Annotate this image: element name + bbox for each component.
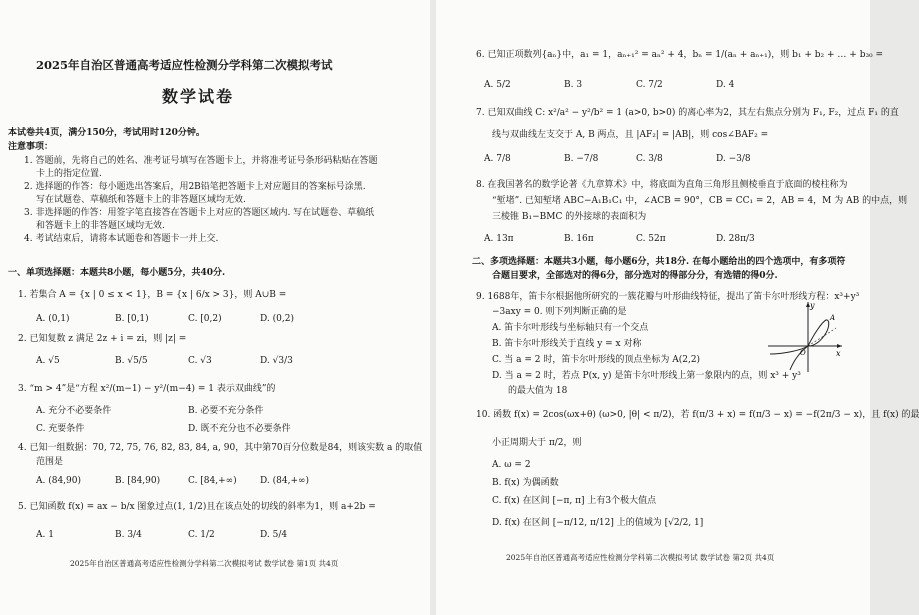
option: D. 4 xyxy=(716,80,735,90)
option: B. f(x) 为偶函数 xyxy=(492,478,559,488)
note-line: 2. 选择题的作答：每小题选出答案后，用2B铅笔把答题卡上对应题目的答案标号涂黑. xyxy=(24,182,366,192)
option: A. √5 xyxy=(36,356,60,366)
option: D. 当 a = 2 时，若点 P(x, y) 是笛卡尔叶形线上第一象限内的点，则 x³ + y³ xyxy=(492,371,801,381)
note-line: 4. 考试结束后，请将本试题卷和答题卡一并上交. xyxy=(24,234,219,244)
x-axis-arrow xyxy=(837,344,842,348)
exam-title: 2025年自治区普通高考适应性检测分学科第二次模拟考试 xyxy=(36,58,333,72)
question-stem: 9. 1688年，笛卡尔根据他所研究的一簇花瓣与叶形曲线特征，提出了笛卡尔叶形线方程：x³+y³ xyxy=(476,292,860,302)
option: D. −3/8 xyxy=(716,154,751,164)
question-stem-cont: 小正周期大于 π/2，则 xyxy=(492,438,582,448)
question-stem: 1. 若集合 A = {x | 0 ≤ x < 1}，B = {x | 6/x > 3}，则 A∪B = xyxy=(18,290,287,300)
folium-asymptote xyxy=(808,328,836,346)
option: D. (0,2) xyxy=(260,314,294,324)
question-stem-cont: 线与双曲线左支交于 A, B 两点，且 |AF₂| = |AB|，则 cos∠BAF₂ = xyxy=(492,130,769,140)
option: D. √3/3 xyxy=(260,356,293,366)
question-stem-cont: 三棱锥 B₁−BMC 的外接球的表面积为 xyxy=(492,212,647,222)
question-stem: 2. 已知复数 z 满足 2z + i = zi，则 |z| = xyxy=(18,334,187,344)
option: B. 笛卡尔叶形线关于直线 y = x 对称 xyxy=(492,339,642,349)
option: A. 5/2 xyxy=(484,80,511,90)
notes-title: 注意事项： xyxy=(8,142,54,152)
option: C. 7/2 xyxy=(636,80,663,90)
section-heading: 一、单项选择题：本题共8小题，每小题5分，共40分. xyxy=(8,268,226,278)
option: A. (0,1) xyxy=(36,314,70,324)
question-stem: 7. 已知双曲线 C: x²/a² − y²/b² = 1 (a>0, b>0) 的离心率为2，其左右焦点分别为 F₁, F₂，过点 F₁ 的直 xyxy=(476,108,899,118)
option: B. 16π xyxy=(564,234,594,244)
option: A. 笛卡尔叶形线与坐标轴只有一个交点 xyxy=(492,323,649,333)
page-footer: 2025年自治区普通高考适应性检测分学科第二次模拟考试 数学试卷 第2页 共4页 xyxy=(506,553,775,562)
option: B. [84,90) xyxy=(115,476,161,486)
option: D. 既不充分也不必要条件 xyxy=(188,424,291,434)
option: C. 3/8 xyxy=(636,154,663,164)
option: C. [0,2) xyxy=(188,314,222,324)
option: D. f(x) 在区间 [−π/12, π/12] 上的值域为 [√2/2, 1] xyxy=(492,518,704,528)
question-stem-cont: 范围是 xyxy=(36,457,64,467)
x-axis-label: x xyxy=(836,349,841,358)
point-a-label: A xyxy=(830,314,836,322)
question-stem: 10. 函数 f(x) = 2cos(ωx+θ) (ω>0, |θ| < π/2)，若 f(π/3 + x) = f(π/3 − x) = −f(2π/3 − x)，且 f(x) 的最 xyxy=(476,410,919,420)
question-stem: 3. “m > 4”是“方程 x²/(m−1) − y²/(m−4) = 1 表示双曲线”的 xyxy=(18,384,276,394)
note-line: 卡上的指定位置. xyxy=(36,169,102,179)
note-line: 写在试题卷、草稿纸和答题卡上的非答题区域均无效. xyxy=(36,195,246,205)
option: C. 充要条件 xyxy=(36,424,85,434)
question-stem: 4. 已知一组数据：70, 72, 75, 76, 82, 83, 84, a, 90，其中第70百分位数是84，则该实数 a 的取值 xyxy=(18,443,423,453)
option: D. (84,+∞) xyxy=(260,476,309,486)
question-stem-cont: “堑堵”. 已知堑堵 ABC−A₁B₁C₁ 中，∠ACB = 90°，CB = CC₁ = 2，AB = 4，M 为 AB 的中点，则 xyxy=(492,196,908,206)
origin-label: O xyxy=(800,349,806,357)
option: B. √5/5 xyxy=(115,356,148,366)
question-stem: 5. 已知函数 f(x) = ax − b/x 图象过点(1, 1/2)且在该点处的切线的斜率为1，则 a+2b = xyxy=(18,502,376,512)
option: C. 1/2 xyxy=(188,530,215,540)
note-line: 1. 答题前，先将自己的姓名、准考证号填写在答题卡上，并将准考证号条形码粘贴在答题 xyxy=(24,156,378,166)
folium-figure xyxy=(764,298,844,374)
option: A. 7/8 xyxy=(484,154,511,164)
y-axis-label: y xyxy=(810,301,815,310)
note-line: 和答题卡上的非答题区域均无效. xyxy=(36,221,165,231)
question-stem: 6. 已知正项数列{aₙ}中，a₁ = 1，aₙ₊₁² = aₙ² + 4，bₙ = 1/(aₙ + aₙ₊₁)，则 b₁ + b₂ + … + b₃₀ = xyxy=(476,50,884,60)
option-cont: 的最大值为 18 xyxy=(508,386,568,396)
folium-loop xyxy=(808,320,829,346)
page-footer: 2025年自治区普通高考适应性检测分学科第二次模拟考试 数学试卷 第1页 共4页 xyxy=(70,559,339,568)
option: C. [84,+∞) xyxy=(188,476,237,486)
option: C. 52π xyxy=(636,234,666,244)
section-heading-cont: 合题目要求，全部选对的得6分，部分选对的得部分分，有选错的得0分. xyxy=(492,271,778,281)
option: A. 13π xyxy=(484,234,514,244)
question-stem-cont: −3axy = 0. 则下列判断正确的是 xyxy=(492,307,627,317)
option: C. 当 a = 2 时，笛卡尔叶形线的顶点坐标为 A(2,2) xyxy=(492,355,701,365)
option: A. 1 xyxy=(36,530,54,540)
exam-page-1 xyxy=(0,0,430,615)
option: A. (84,90) xyxy=(36,476,82,486)
note-line: 3. 非选择题的作答：用签字笔直接答在答题卡上对应的答题区域内. 写在试题卷、草稿纸 xyxy=(24,208,375,218)
option: B. −7/8 xyxy=(564,154,599,164)
option: C. √3 xyxy=(188,356,212,366)
option: B. 3 xyxy=(564,80,583,90)
option: B. [0,1) xyxy=(115,314,149,324)
section-heading: 二、多项选择题：本题共3小题，每小题6分，共18分. 在每小题给出的四个选项中，有多项符 xyxy=(472,257,846,267)
exam-page-2 xyxy=(436,0,919,615)
option: A. 充分不必要条件 xyxy=(36,406,112,416)
option: B. 3/4 xyxy=(115,530,142,540)
option: C. f(x) 在区间 [−π, π] 上有3个极大值点 xyxy=(492,496,657,506)
option: A. ω = 2 xyxy=(492,460,531,470)
exam-intro: 本试卷共4页，满分150分，考试用时120分钟。 xyxy=(8,128,205,138)
option: B. 必要不充分条件 xyxy=(188,406,264,416)
option: D. 28π/3 xyxy=(716,234,755,244)
subject-title: 数学试卷 xyxy=(162,87,235,106)
option: D. 5/4 xyxy=(260,530,288,540)
question-stem: 8. 在我国著名的数学论著《九章算术》中，将底面为直角三角形且侧棱垂直于底面的棱柱称为 xyxy=(476,180,848,190)
